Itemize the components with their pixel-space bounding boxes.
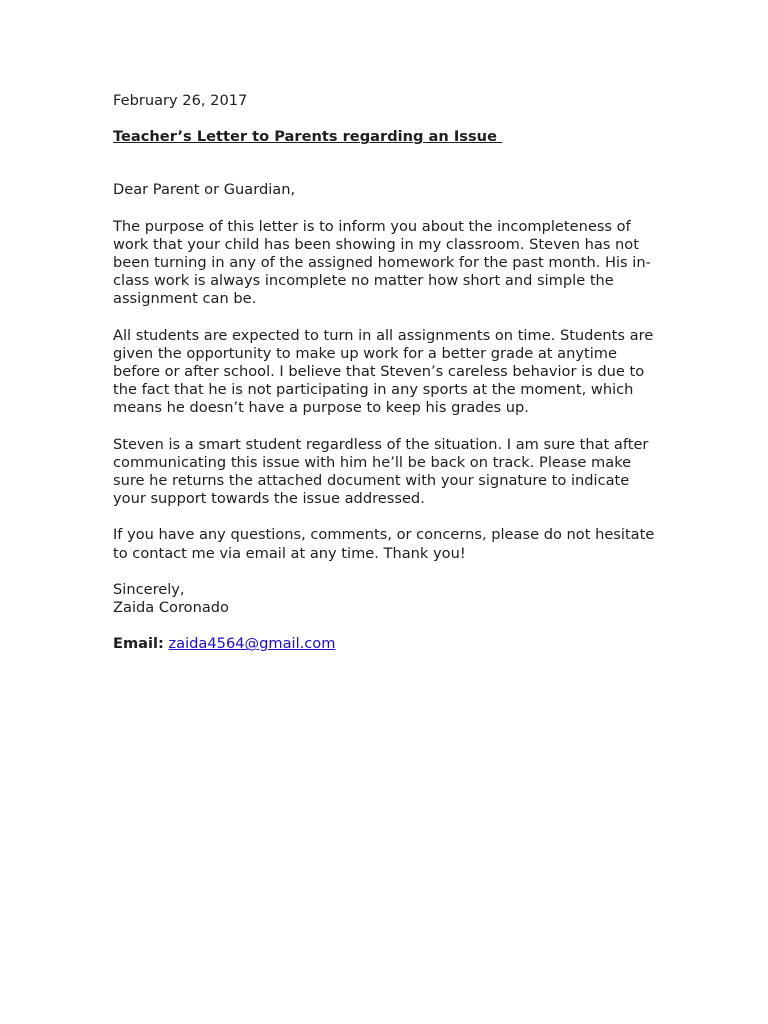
letter-greeting: Dear Parent or Guardian,	[113, 181, 296, 199]
letter-title: Teacher’s Letter to Parents regarding an Issue	[113, 128, 503, 146]
letter-paragraph-3: Steven is a smart student regardless of the situation. I am sure that after communicating this issue with him he’ll be back on track. Please make sure he returns the attached document with your signature to indicate your support towards the issue addressed.	[113, 435, 649, 508]
letter-paragraph-1: The purpose of this letter is to inform you about the incompleteness of work that your child has been showing in my classroom. Steven has not been turning in any of the assigned homework for the past month. His in-class work is always incomplete no matter how short and simple the assignment can be.	[113, 217, 651, 308]
letter-date: February 26, 2017	[113, 92, 248, 109]
email-label: Email:	[113, 635, 164, 653]
email-line	[113, 635, 658, 653]
letter-signature: Zaida Coronado	[113, 599, 229, 617]
letter-document	[113, 92, 658, 653]
email-link[interactable]: zaida4564@gmail.com	[168, 635, 336, 653]
letter-closing: Sincerely,	[113, 580, 185, 598]
letter-paragraph-2: All students are expected to turn in all assignments on time. Students are given the opportunity to make up work for a better grade at anytime before or after school. I believe that Steven’s careless behavior is due to the fact that he is not participating in any sports at the moment, which means he doesn’t have a purpose to keep his grades up.	[113, 326, 654, 417]
letter-paragraph-4: If you have any questions, comments, or concerns, please do not hesitate to contact me via email at any time. Thank you!	[113, 526, 655, 562]
